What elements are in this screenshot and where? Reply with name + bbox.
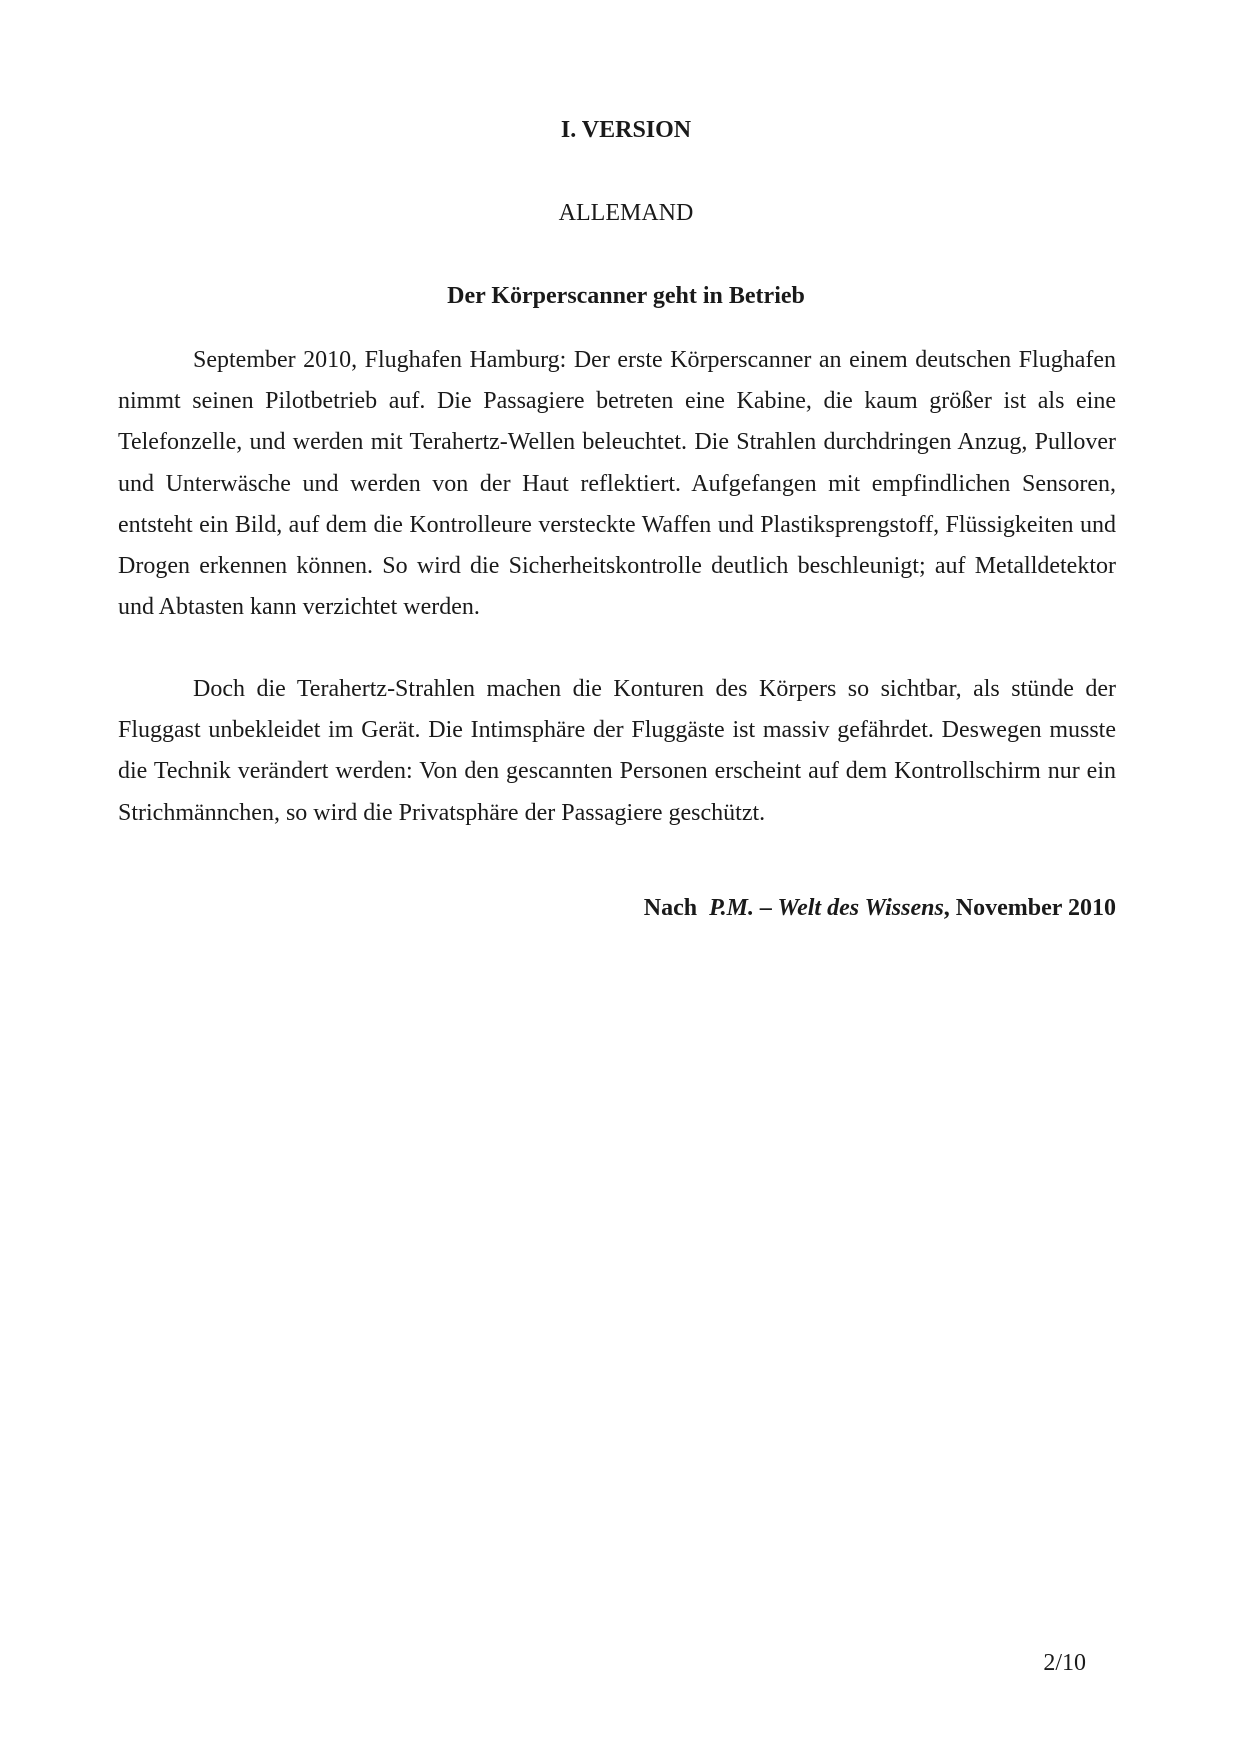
page-number: 2/10 (1043, 1650, 1086, 1676)
article-title: Der Körperscanner geht in Betrieb (447, 283, 805, 309)
article-paragraph-2: Doch die Terahertz-Strahlen machen die Konturen des Körpers so sichtbar, als stünde der Fluggast unbekleidet im Gerät. Die Intimsphäre der Fluggäste ist massiv gefährdet. Deswegen musste die Technik verändert werden: Von den gescannten Personen erscheint auf dem Kontrollschirm nur ein Strichmännchen, so wird die Privatsphäre der Passagiere geschützt. (118, 676, 1116, 826)
article-paragraph-1: September 2010, Flughafen Hamburg: Der erste Körperscanner an einem deutschen Flughafen nimmt seinen Pilotbetrieb auf. Die Passagiere betreten eine Kabine, die kaum größer ist als eine Telefonzelle, und werden mit Terahertz-Wellen beleuchtet. Die Strahlen durchdringen Anzug, Pullover und Unterwäsche und werden von der Haut reflektiert. Aufgefangen mit empfindlichen Sensoren, entsteht ein Bild, auf dem die Kontrolleure versteckte Waffen und Plastiksprengstoff, Flüssigkeiten und Drogen erkennen können. So wird die Sicherheitskontrolle deutlich beschleunigt; auf Metalldetektor und Abtasten kann verzichtet werden. (118, 347, 1116, 621)
language-heading: ALLEMAND (558, 200, 694, 226)
source-prefix: Nach (643, 895, 698, 921)
source-date: , November 2010 (943, 895, 1116, 921)
source-citation (644, 893, 1116, 923)
source-publication: P.M. – Welt des Wissens (709, 895, 944, 921)
version-heading: I. VERSION (560, 117, 692, 143)
